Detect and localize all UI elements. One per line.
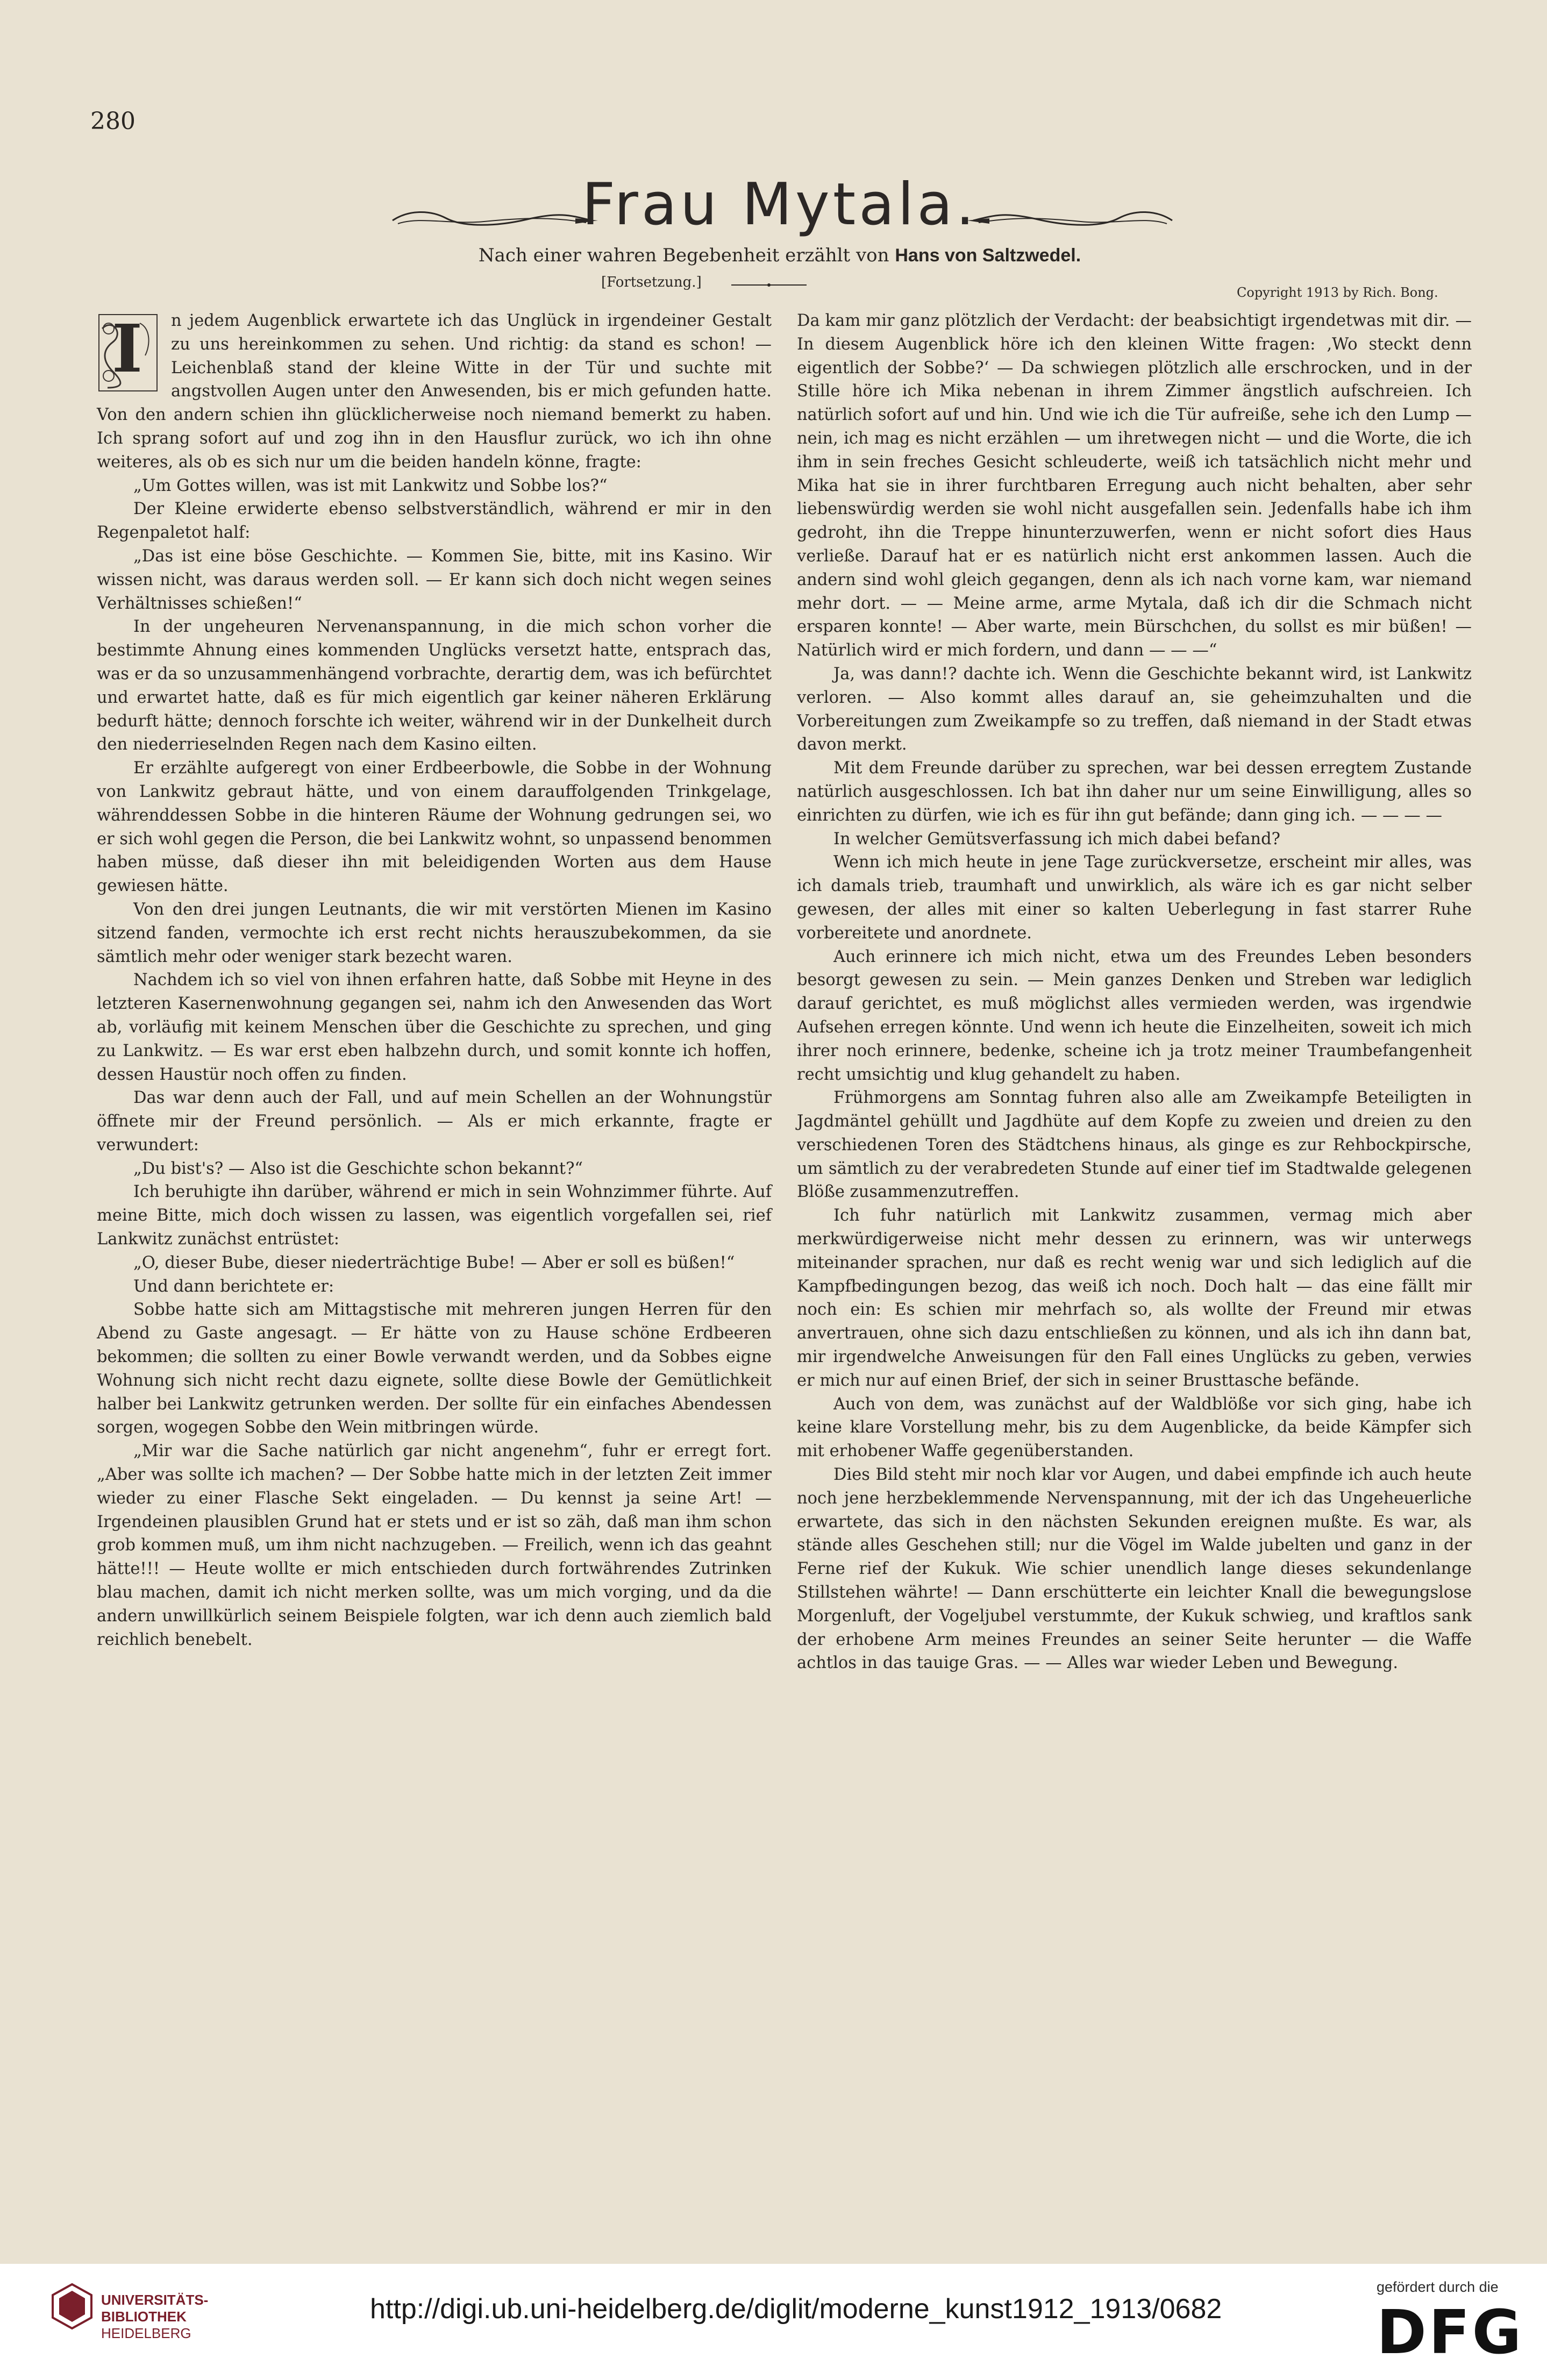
- page-number: 280: [90, 108, 136, 135]
- left-text-column: [97, 309, 772, 1651]
- article-subtitle: [323, 245, 1237, 266]
- paragraph: Auch erinnere ich mich nicht, etwa um des Freundes Leben besonders besorgt gewesen zu sein. — Mein ganzes Denken und Streben war lediglich darauf gerichtet, es muß möglichst alles vermieden werden, was irgendwie Aufsehen erregen könnte. Und wenn ich heute die Einzelheiten, soweit ich mich ihrer noch erinnere, bedenke, scheine ich ja trotz meiner Traumbefangenheit recht umsichtig und klug gehandelt zu haben.: [797, 947, 1472, 1084]
- permalink-url[interactable]: http://digi.ub.uni-heidelberg.de/diglit/moderne_kunst1912_1913/0682: [370, 2293, 1222, 2325]
- ornamental-initial: [97, 312, 159, 393]
- author-name: Hans von Saltzwedel.: [895, 245, 1081, 266]
- paragraph: Und dann berichtete er:: [133, 1277, 334, 1296]
- paragraph: Dies Bild steht mir noch klar vor Augen, und dabei empfinde ich auch heute noch jene herzbeklemmende Nervenspannung, mit der ich das Ungeheuerliche erwartete, das sich in den nächsten Sekunden ereignen mußte. Es war, als stände alles Geschehen still; nur die Vögel im Walde jubelten und ganz in der Ferne rief der Kukuk. Wie schier unendlich lange dieses sekundenlange Stillstehen währte! — Dann erschütterte ein leichter Knall die bewegungslose Morgenluft, der Vogeljubel verstummte, der Kukuk schwieg, und kraftlos sank der erhobene Arm meines Freundes an seiner Seite herunter — die Waffe achtlos in das tauige Gras. — — Alles war wieder Leben und Bewegung.: [797, 1465, 1472, 1673]
- paragraph: „Das ist eine böse Geschichte. — Kommen Sie, bitte, mit ins Kasino. Wir wissen nicht, was daraus werden soll. — Er kann sich doch nicht wegen seines Verhältnisses schießen!“: [97, 546, 772, 613]
- paragraph: Der Kleine erwiderte ebenso selbstverständlich, während er mir in den Regenpaletot half:: [97, 500, 772, 543]
- paragraph: Da kam mir ganz plötzlich der Verdacht: der beabsichtigt irgendetwas mit dir. — In diesem Augenblick höre ich den kleinen Witte fragen: ‚Wo steckt denn eigentlich der Sobbe?‘ — Da schwiegen plötzlich alle erschrocken, und in der Stille höre ich Mika nebenan in ihrem Zimmer ängstlich aufschreien. Ich natürlich sofort auf und hin. Und wie ich die Tür aufreiße, sehe ich den Lump — nein, ich mag es nicht erzählen — um ihretwegen nicht — und die Worte, die ich ihm in sein freches Gesicht schleuderte, weiß ich tatsächlich nicht mehr und Mika hat sie in ihrer furchtbaren Erregung auch nicht behalten, aber sehr liebenswürdig werden sie wohl nicht ausgefallen sein. Jedenfalls habe ich ihm gedroht, ihn die Treppe hinunterzuwerfen, wenn er nicht sofort dies Haus verließe. Darauf hat er es natürlich nicht erst ankommen lassen. Auch die andern sind wohl gleich gegangen, denn als ich nach vorne kam, war niemand mehr dort. — — Meine arme, arme Mytala, daß ich dir die Schmach nicht ersparen konnte! — Aber warte, mein Bürschchen, du sollst es mir büßen! — Natürlich wird er mich fordern, und dann — — —“: [797, 311, 1472, 660]
- opening-paragraph: I n jedem Augenblick erwartete ich das Unglück in irgendeiner Gestalt zu uns hereinkommen zu sehen. Und richtig: da stand es schon! — Leichenblaß stand der kleine Witte in der Tür und suchte mit angstvollen Augen unter den Anwesenden, bis er mich gefunden hatte. Von den andern schien ihn glücklicherweise noch niemand bemerkt zu haben. Ich sprang sofort auf und zog ihn in den Hausflur zurück, wo ich ihn ohne weiteres, als ob es sich nur um die beiden handeln könne, fragte:: [97, 310, 772, 472]
- article-title: Frau Mytala.: [582, 171, 978, 238]
- library-line-1: UNIVERSITÄTS-: [101, 2292, 209, 2308]
- paragraph: Mit dem Freunde darüber zu sprechen, war bei dessen erregtem Zustande natürlich ausgeschlossen. Ich bat ihn daher nur um seine Einwilligung, alles so einrichten zu dürfen, wie ich es für ihn gut befände; dann ging ich. — — — —: [797, 759, 1472, 825]
- paragraph: „Du bist's? — Also ist die Geschichte schon bekannt?“: [133, 1159, 583, 1178]
- paragraph: „Mir war die Sache natürlich gar nicht angenehm“, fuhr er erregt fort. „Aber was sollte ich machen? — Der Sobbe hatte mich in der letzten Zeit immer wieder zu einer Flasche Sekt eingeladen. — Du kennst ja seine Art! — Irgendeinen plausiblen Grund hat er stets und er ist so zäh, daß man ihm schon grob kommen muß, um ihm nicht nachzugeben. — Freilich, wenn ich das geahnt hätte!!! — Heute wollte er mich entschieden durch fortwährendes Zutrinken blau machen, damit ich nicht merken sollte, was um mich vorging, und da die andern unwillkürlich seinem Beispiele folgten, war ich denn auch ziemlich bald reichlich benebelt.: [97, 1442, 772, 1649]
- library-line-2: BIBLIOTHEK: [101, 2308, 187, 2325]
- continuation-note: [Fortsetzung.]: [601, 274, 702, 290]
- paragraph: Ich beruhigte ihn darüber, während er mich in sein Wohnzimmer führte. Auf meine Bitte, mich doch wissen zu lassen, was eigentlich vorgefallen sei, rief Lankwitz zunächst entrüstet:: [97, 1182, 772, 1249]
- paragraph: Ich fuhr natürlich mit Lankwitz zusammen, vermag mich aber merkwürdigerweise nicht mehr dessen zu erinnern, was wir unterwegs miteinander sprachen, nur daß es recht wenig war und sich lediglich auf die Kampfbedingungen bezog, das weiß ich noch. Doch halt — das eine fällt mir noch ein: Es schien mir mehrfach so, als wollte der Freund mir etwas anvertrauen, ohne sich dazu entschließen zu können, und als ich ihn dann bat, mir irgendwelche Anweisungen für den Fall eines Unglücks zu geben, verwies er mich nur auf einen Brief, der sich in seiner Brusttasche befände.: [797, 1206, 1472, 1390]
- paragraph: Wenn ich mich heute in jene Tage zurückversetze, erscheint mir alles, was ich damals trieb, traumhaft und unwirklich, als wäre ich es gar nicht selber gewesen, der alles mit einer so kalten Ueberlegung in fast starrer Ruhe vorbereitete und anordnete.: [797, 853, 1472, 943]
- paragraph: In der ungeheuren Nervenanspannung, in die mich schon vorher die bestimmte Ahnung eines kommenden Unglücks versetzt hatte, entsprach das, was er da so unzusammenhängend vorbrachte, derartig dem, was ich befürchtet und erwartet hatte, daß es für mich eigentlich gar keiner näheren Erklärung bedurft hätte; dennoch forschte ich weiter, während wir in der Dunkelheit durch den niederrieselnden Regen nach dem Kasino eilten.: [97, 617, 772, 754]
- dfg-logo[interactable]: DFG: [1377, 2298, 1524, 2368]
- paragraph: „O, dieser Bube, dieser niederträchtige Bube! — Aber er soll es büßen!“: [133, 1253, 735, 1272]
- paragraph: Auch von dem, was zunächst auf der Waldblöße vor sich ging, habe ich keine klare Vorstellung mehr, bis zu dem Augenblicke, da beide Kämpfer sich mit erhobener Waffe gegenüberstanden.: [797, 1394, 1472, 1461]
- paragraph: In welcher Gemütsverfassung ich mich dabei befand?: [833, 829, 1280, 849]
- funding-note: gefördert durch die: [1377, 2279, 1499, 2295]
- continuation-rule: [731, 282, 807, 288]
- paragraph: Ja, was dann!? dachte ich. Wenn die Geschichte bekannt wird, ist Lankwitz verloren. — Also kommt alles darauf an, sie geheimzuhalten und die Vorbereitungen zum Zweikampfe so zu treffen, daß niemand in der Stadt etwas davon merkt.: [797, 664, 1472, 754]
- subtitle-prefix: Nach einer wahren Begebenheit erzählt von: [478, 245, 889, 266]
- initial-letter: I: [112, 310, 143, 387]
- library-name[interactable]: [101, 2292, 208, 2342]
- university-library-logo-icon: [51, 2282, 94, 2331]
- paragraph: Frühmorgens am Sonntag fuhren also alle am Zweikampfe Beteiligten in Jagdmäntel gehüllt und Jagdhüte auf dem Kopfe zu zweien und dreien zu den verschiedenen Toren des Städtchens hinaus, als ginge es zur Rehbockpirsche, um sämtlich zu der verabredeten Stunde auf einer tief im Stadtwalde gelegenen Blöße zusammenzutreffen.: [797, 1088, 1472, 1202]
- paragraph: „Um Gottes willen, was ist mit Lankwitz und Sobbe los?“: [133, 476, 608, 495]
- paragraph: Er erzählte aufgeregt von einer Erdbeerbowle, die Sobbe in der Wohnung von Lankwitz gebraut hätte, und von einem darauffolgenden Trinkgelage, währenddessen Sobbe in die hinteren Räume der Wohnung gedrungen sei, wo er sich wohl gegen die Person, die bei Lankwitz wohnt, so unpassend benommen haben müsse, daß dieser ihn mit beleidigenden Worten aus dem Hause gewiesen hätte.: [97, 759, 772, 896]
- paragraph: Sobbe hatte sich am Mittagstische mit mehreren jungen Herren für den Abend zu Gaste angesagt. — Er hätte von zu Hause schöne Erdbeeren bekommen; die sollten zu einer Bowle verwandt werden, und da Sobbes eigne Wohnung sich nicht recht dazu eignete, sollte diese Bowle der Gemütlichkeit halber bei Lankwitz getrunken werden. Der sollte für ein einfaches Abendessen sorgen, wogegen Sobbe den Wein mitbringen würde.: [97, 1300, 772, 1437]
- paragraph: Das war denn auch der Fall, und auf mein Schellen an der Wohnungstür öffnete mir der Freund persönlich. — Als er mich erkannte, fragte er verwundert:: [97, 1088, 772, 1155]
- copyright-note: Copyright 1913 by Rich. Bong.: [1237, 285, 1438, 300]
- right-text-column: [797, 309, 1472, 1675]
- library-line-3: HEIDELBERG: [101, 2325, 191, 2341]
- paragraph: Von den drei jungen Leutnants, die wir mit verstörten Mienen im Kasino sitzend fanden, vermochte ich erst recht nichts herauszubekommen, da sie sämtlich mehr oder weniger stark bezecht waren.: [97, 900, 772, 966]
- paragraph: Nachdem ich so viel von ihnen erfahren hatte, daß Sobbe mit Heyne in des letzteren Kasernenwohnung gegangen sei, nahm ich den Anwesenden das Wort ab, vorläufig mit keinem Menschen über die Geschichte zu sprechen, und ging zu Lankwitz. — Es war erst eben halbzehn durch, und somit konnte ich hoffen, dessen Haustür noch offen zu finden.: [97, 971, 772, 1084]
